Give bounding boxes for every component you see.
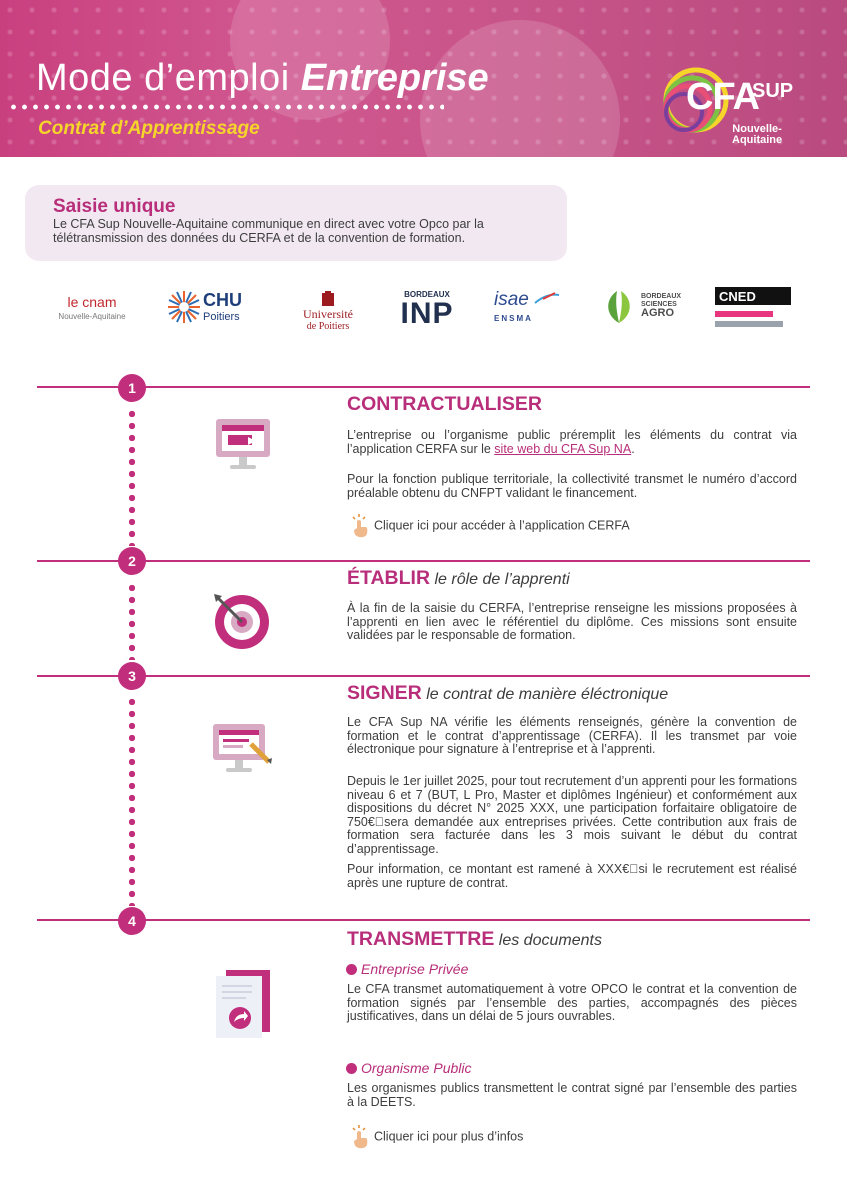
logo-chu-sub: Poitiers: [203, 311, 240, 323]
organisme-public-text: Les organismes publics transmettent le contrat signé par l’ensemble des parties à la DEETS.: [347, 1081, 797, 1109]
step-1-title-text: CONTRACTUALISER: [347, 393, 542, 415]
cfa-sup-logo: [650, 62, 820, 157]
step-3-para-2: Depuis le 1er juillet 2025, pour tout recrutement d’un apprenti pour les formations niveau 6 et 7 (BUT, L Pro, Master et diplômes Ingénieur) et conformément aux dispositions du décret N° 2025 XXX, une participation forfaitaire obligatoire de 750€ sera demandée aux entreprises privées. Cette contribution aux frais de formation sera facturée dans les 3 mois suivant le début du contrat d’apprentissage.: [347, 774, 797, 856]
logo-cnam: [52, 294, 132, 321]
bullet-dot: [346, 964, 357, 975]
step-1-para-2: Pour la fonction publique territoriale, la collectivité transmet le numéro d’accord préalable obtenu du CNFPT validant le financement.: [347, 472, 797, 500]
header-banner: [0, 0, 847, 157]
chu-sun-icon: [167, 290, 201, 324]
step-4-number: 4: [118, 907, 146, 935]
logo-cfa-text: CFA: [686, 76, 759, 118]
document-share-icon: [212, 968, 272, 1040]
logo-cned: [715, 287, 795, 331]
entreprise-privee-heading: [346, 961, 468, 977]
target-icon: [210, 590, 272, 650]
step-1-number: 1: [118, 374, 146, 402]
university-crest-icon: [319, 291, 337, 307]
logo-up-line1: Université: [303, 307, 353, 321]
step-3-rule: [37, 675, 810, 677]
monitor-form-icon: [214, 417, 272, 473]
step-2-title-text: ÉTABLIR: [347, 567, 431, 589]
logo-cnam-name: le cnam: [67, 294, 117, 310]
step-4-rule: [37, 919, 810, 921]
logo-bordeaux-inp: [396, 290, 458, 329]
saisie-unique-box: [25, 185, 567, 261]
cned-pink-bar: [715, 311, 773, 317]
step-1-dots: [129, 408, 135, 546]
title-bold: Entreprise: [300, 57, 489, 99]
logo-agro-text: [641, 293, 681, 319]
pointing-hand-icon: [350, 1125, 370, 1149]
logo-agro-l1: BORDEAUX: [641, 293, 682, 300]
step-3-para-3: Pour information, ce montant est ramené à XXX€ si le recrutement est réalisé après une rupture de contrat.: [347, 862, 797, 890]
logo-sup-text: SUP: [752, 80, 794, 102]
step-1-para-1-text: L’entreprise ou l’organisme public préremplit les éléments du contrat via l’application CERFA sur le: [347, 428, 797, 456]
logo-agro-l2: SCIENCES: [641, 301, 677, 308]
logo-inp-top: BORDEAUX: [404, 290, 450, 299]
logo-universite-poitiers: [296, 291, 360, 332]
logo-inp-name: INP: [400, 297, 454, 330]
step-2-title: [347, 567, 570, 590]
organisme-public-label: Organisme Public: [361, 1060, 472, 1076]
step-3-title: [347, 682, 668, 705]
logo-agro-l3: AGRO: [641, 307, 674, 319]
logo-chu-text: [203, 292, 242, 326]
step-4-title-text: TRANSMETTRE: [347, 928, 495, 950]
saisie-title: Saisie unique: [53, 196, 176, 217]
step-3-dots: [129, 696, 135, 906]
logo-chu-name: CHU: [203, 290, 242, 310]
title-light: Mode d’emploi: [36, 57, 301, 99]
pointing-hand-icon: [350, 514, 370, 538]
step-1-para-1: [347, 429, 797, 456]
more-info-link-text[interactable]: Cliquer ici pour plus d’infos: [374, 1129, 524, 1144]
step-3-number: 3: [118, 662, 146, 690]
step-3-title-text: SIGNER: [347, 682, 422, 704]
logo-region: [732, 124, 782, 146]
organisme-public-heading: [346, 1060, 472, 1076]
logo-isae-sub: ENSMA: [494, 314, 533, 323]
saisie-text: Le CFA Sup Nouvelle-Aquitaine communique en direct avec votre Opco par la télétransmission des données du CERFA et de la convention de formation.: [53, 217, 484, 245]
step-2-number: 2: [118, 547, 146, 575]
step-4-title-italic: les documents: [494, 932, 602, 949]
cerfa-app-link-text[interactable]: Cliquer ici pour accéder à l’application CERFA: [374, 518, 630, 533]
logo-cnam-sub: Nouvelle-Aquitaine: [58, 312, 126, 321]
step-1-rule: [37, 386, 810, 388]
monitor-sign-icon: [211, 722, 273, 776]
step-2-dots: [129, 582, 135, 660]
step-1-para-1-end: .: [631, 441, 635, 456]
cfa-website-link[interactable]: site web du CFA Sup NA: [494, 441, 632, 456]
page-title: [36, 57, 489, 100]
step-2-para-1: À la fin de la saisie du CERFA, l’entreprise renseigne les missions proposées à l’apprenti en lien avec le référentiel du diplôme. Ces missions sont ensuite validées par le responsable de formation.: [347, 601, 797, 642]
logo-up-line2: de Poitiers: [306, 321, 350, 332]
entreprise-privee-text: Le CFA transmet automatiquement à votre OPCO le contrat et la convention de formation signés par l’ensemble des parties, accompagnés des pièces justificatives, dans un délai de 5 jours ouvrables.: [347, 982, 797, 1023]
isae-swoosh-icon: [533, 291, 561, 305]
cned-grey-bar: [715, 321, 783, 327]
step-3-para-1: Le CFA Sup NA vérifie les éléments renseignés, génère la convention de formation et le contrat d’apprentissage (CERFA). Il les transmet par voie électronique pour signature à l’entreprise et à l’apprenti.: [347, 715, 797, 756]
step-1-title: [347, 393, 542, 416]
logo-cned-name: CNED: [719, 289, 756, 304]
logo-bordeaux-sciences-agro: [603, 289, 682, 325]
more-info-link[interactable]: [350, 1125, 523, 1149]
step-2-rule: [37, 560, 810, 562]
logo-isae-name: isae: [494, 289, 529, 310]
step-2-title-italic: le rôle de l’apprenti: [430, 571, 570, 588]
bullet-dot: [346, 1063, 357, 1074]
step-4-title: [347, 928, 602, 951]
agro-leaf-icon: [603, 289, 635, 325]
entreprise-privee-label: Entreprise Privée: [361, 961, 469, 977]
logo-region-line2: Aquitaine: [732, 134, 783, 146]
cerfa-app-link[interactable]: [350, 514, 630, 538]
logo-isae-ensma: [494, 289, 564, 323]
logo-region-line1: Nouvelle-: [732, 123, 782, 135]
logo-chu-poitiers: [167, 290, 242, 326]
dotted-divider: [8, 104, 444, 110]
page-subtitle: Contrat d’Apprentissage: [38, 118, 260, 139]
step-3-title-italic: le contrat de manière éléctronique: [421, 686, 669, 703]
